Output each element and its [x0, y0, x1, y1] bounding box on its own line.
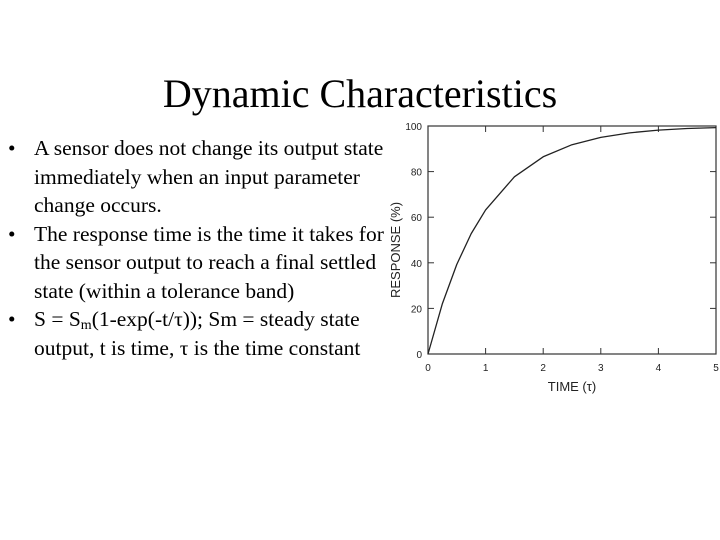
- y-tick-label: 100: [405, 122, 422, 133]
- bullet-item: [8, 305, 400, 362]
- bullet-text: A sensor does not change its output state immediately when an input parameter change occurs.: [34, 136, 384, 217]
- plot-frame: [428, 126, 716, 354]
- x-tick-label: 4: [655, 363, 662, 374]
- bullet-text: The response time is the time it takes for the sensor output to reach a final settled state (within a tolerance band): [34, 221, 384, 303]
- chart-ticks: [405, 122, 719, 374]
- bullet-list: [8, 134, 400, 362]
- bullet-item: [8, 220, 400, 306]
- slide-title: Dynamic Characteristics: [162, 71, 558, 116]
- y-tick-label: 80: [410, 167, 422, 179]
- x-tick-label: 0: [425, 363, 431, 374]
- formula-rest: (1-exp(-t/τ)); Sm = steady state output, t is time, τ is the time constant: [34, 307, 361, 360]
- bullet-text-formula: [34, 305, 400, 362]
- chart-lines: [428, 128, 716, 354]
- y-tick-label: 20: [410, 304, 422, 316]
- y-axis-label: RESPONSE (%): [388, 201, 403, 299]
- response-chart: [378, 112, 720, 402]
- x-tick-label: 1: [482, 363, 489, 374]
- formula-subscript: m: [80, 318, 92, 333]
- y-tick-label: 40: [410, 258, 422, 270]
- formula-prefix: S = S: [34, 307, 81, 331]
- x-tick-label: 3: [598, 363, 604, 374]
- chart-axes: [428, 126, 716, 354]
- bullet-item: [8, 134, 400, 220]
- y-tick-label: 0: [416, 350, 422, 361]
- response-curve: [428, 128, 716, 354]
- bullet-marker: •: [8, 221, 16, 246]
- bullet-marker: •: [8, 136, 16, 160]
- bullet-marker: •: [8, 307, 16, 331]
- x-axis-label: TIME (τ): [547, 379, 597, 394]
- x-tick-label: 2: [540, 363, 546, 374]
- x-tick-label: 5: [713, 363, 719, 374]
- y-tick-label: 60: [410, 213, 422, 225]
